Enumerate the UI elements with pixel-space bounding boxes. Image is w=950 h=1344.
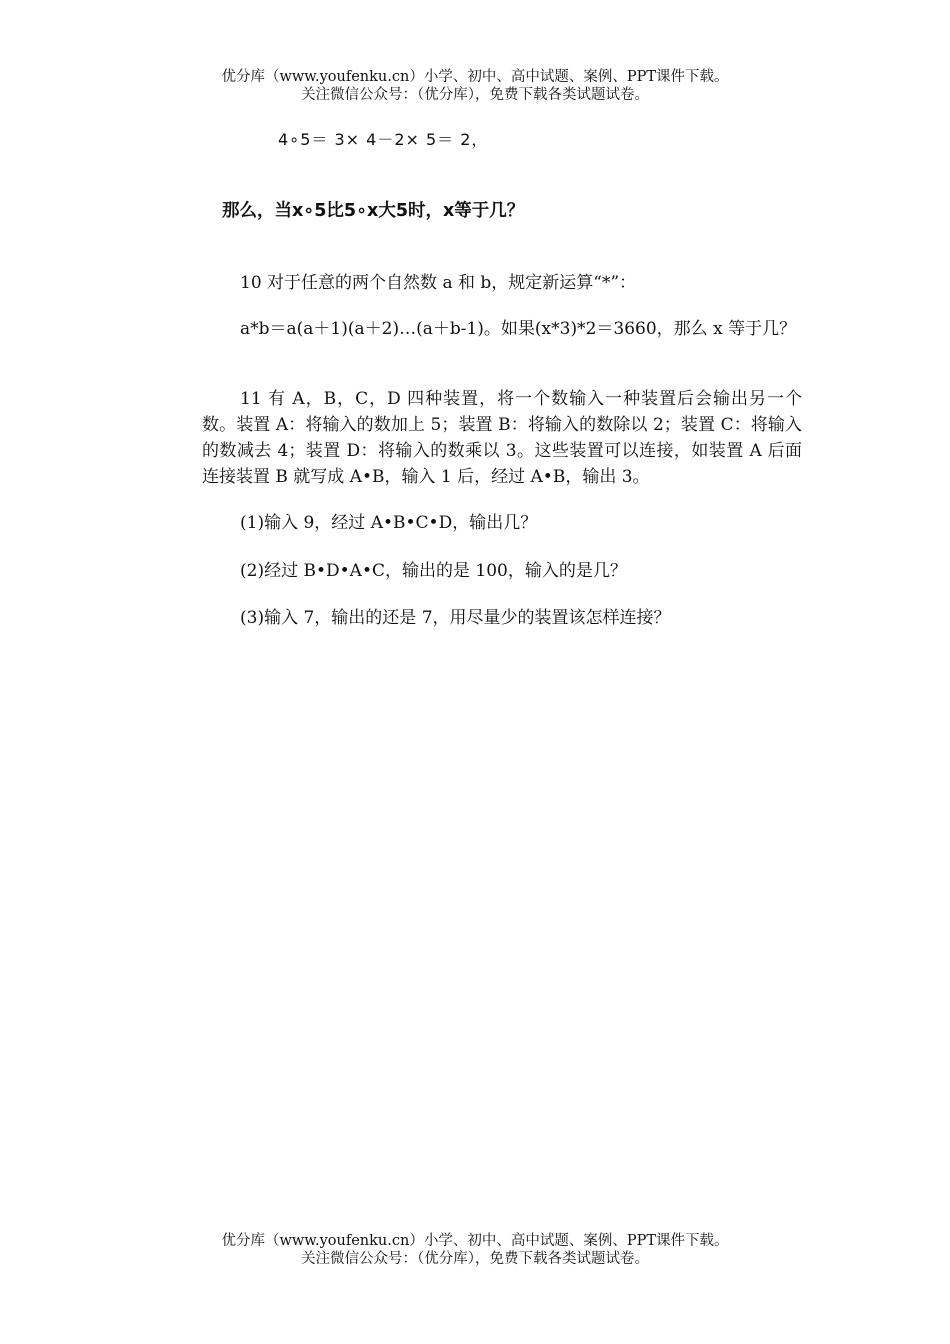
example-formula: 4∘5＝ 3× 4－2× 5＝ 2，: [278, 130, 489, 149]
question-10-definition: a*b＝a(a＋1)(a＋2)…(a＋b-1)。如果(x*3)*2＝3660，那么 x 等于几？: [240, 319, 797, 339]
question-11-text: 11 有 A，B，C，D 四种装置，将一个数输入一种装置后会输出另一个数。装置 A：将输入的数加上 5；装置 B：将输入的数除以 2；装置 C：将输入的数减去 4；装置 D：将输入的数乘以 3。这些装置可以连接，如装置 A 后面连接装置 B 就写成 A•B，输入 1 后，经过 A•B，输出 3。: [202, 389, 802, 487]
page-footer: [0, 1232, 950, 1268]
page-header: [0, 68, 950, 104]
question-11-part-1: (1)输入 9，经过 A•B•C•D，输出几？: [240, 513, 538, 533]
question-10-intro: 10 对于任意的两个自然数 a 和 b，规定新运算“*”：: [240, 273, 637, 293]
footer-line-1: 优分库（www.youfenku.cn）小学、初中、高中试题、案例、PPT课件下载。: [221, 1233, 729, 1249]
question-11-part-2: (2)经过 B•D•A•C，输出的是 100，输入的是几？: [240, 561, 627, 581]
header-line-2: 关注微信公众号：（优分库），免费下载各类试题试卷。: [301, 87, 649, 103]
header-line-1: 优分库（www.youfenku.cn）小学、初中、高中试题、案例、PPT课件下载。: [221, 69, 729, 85]
footer-line-2: 关注微信公众号：（优分库），免费下载各类试题试卷。: [301, 1251, 649, 1267]
question-11-part-3: (3)输入 7，输出的还是 7，用尽量少的装置该怎样连接？: [240, 608, 671, 628]
question-prompt: 那么，当x∘5比5∘x大5时，x等于几？: [222, 201, 525, 221]
